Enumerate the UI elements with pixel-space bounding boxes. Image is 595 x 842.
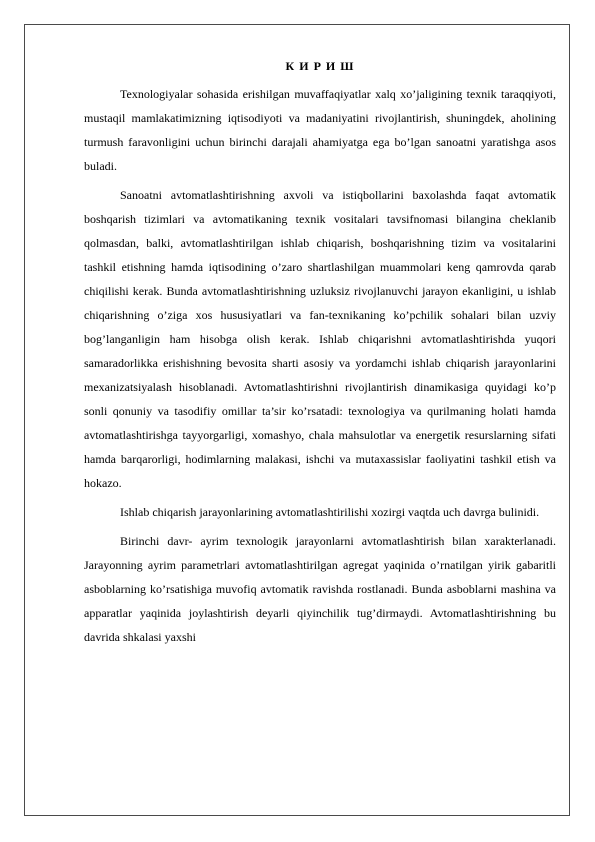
document-body: [84, 54, 556, 654]
paragraph-first-period: Birinchi davr- ayrim texnologik jarayonlarni avtomatlashtirish bilan xarakterlanadi. Jarayonning ayrim parametrlari avtomatlashtirilgan agregat yaqinida o’rnatilgan yirik gabaritli asboblarning ko’rsatishiga muvofiq avtomatik ravishda rostlanadi. Bunda asboblarni mashina va apparatlar yaqinida joylashtirish deyarli qiyinchilik tug’dirmaydi. Avtomatlashtirishning bu davrida shkalasi yaxshi: [84, 534, 556, 644]
paragraph-three-periods: Ishlab chiqarish jarayonlarining avtomatlashtirilishi xozirgi vaqtda uch davrga bulinidi.: [120, 505, 540, 519]
paragraph-automation-assessment: Sanoatni avtomatlashtirishning axvoli va istiqbollarini baxolashda faqat avtomatik boshqarish tizimlari va avtomatikaning texnik vositalari tavsifnomasi bilangina cheklanib qolmasdan, balki, avtomatlashtirilgan ishlab chiqarish, boshqarishning tizim va vositalarini tashkil etishning hamda iqtisodining o’zaro shartlashilgan muammolari keng qamrovda qarab chiqilishi kerak. Bunda avtomatlashtirishning uzluksiz rivojlanuvchi jarayon ekanligini, u ishlab chiqarishning o’ziga xos hususiyatlari va fan-texnikaning ko’pchilik sohalari bilan uzviy bog’langanligin ham hisobga olish kerak. Ishlab chiqarishni avtomatlashtirishda yuqori samaradorlikka erishishning bevosita sharti asosiy va yordamchi ishlab chiqarish jarayonlarini mexanizatsiyalash hisoblanadi. Avtomatlashtirishni rivojlantirish dinamikasiga quyidagi ko’p sonli qonuniy va tasodifiy omillar ta’sir ko’rsatadi: texnologiya va qurilmaning holati hamda avtomatlashtirishga tayyorgarligi, xomashyo, chala mahsulotlar va energetik resurslarning sifati hamda barqarorligi, hodimlarning malakasi, ishchi va mutaxassislar faoliyatini tashkil etish va hokazo.: [84, 188, 556, 490]
document-heading: К И Р И Ш: [285, 59, 355, 73]
paragraph-intro: Texnologiyalar sohasida erishilgan muvaffaqiyatlar xalq xo’jaligining texnik taraqqiyoti, mustaqil mamlakatimizning iqtisodiyoti va madaniyatini rivojlantirish, shuningdek, aholining turmush faravonligini uchun birinchi darajali ahamiyatga ega bo’lgan sanoatni yaratishga asos buladi.: [84, 87, 556, 173]
